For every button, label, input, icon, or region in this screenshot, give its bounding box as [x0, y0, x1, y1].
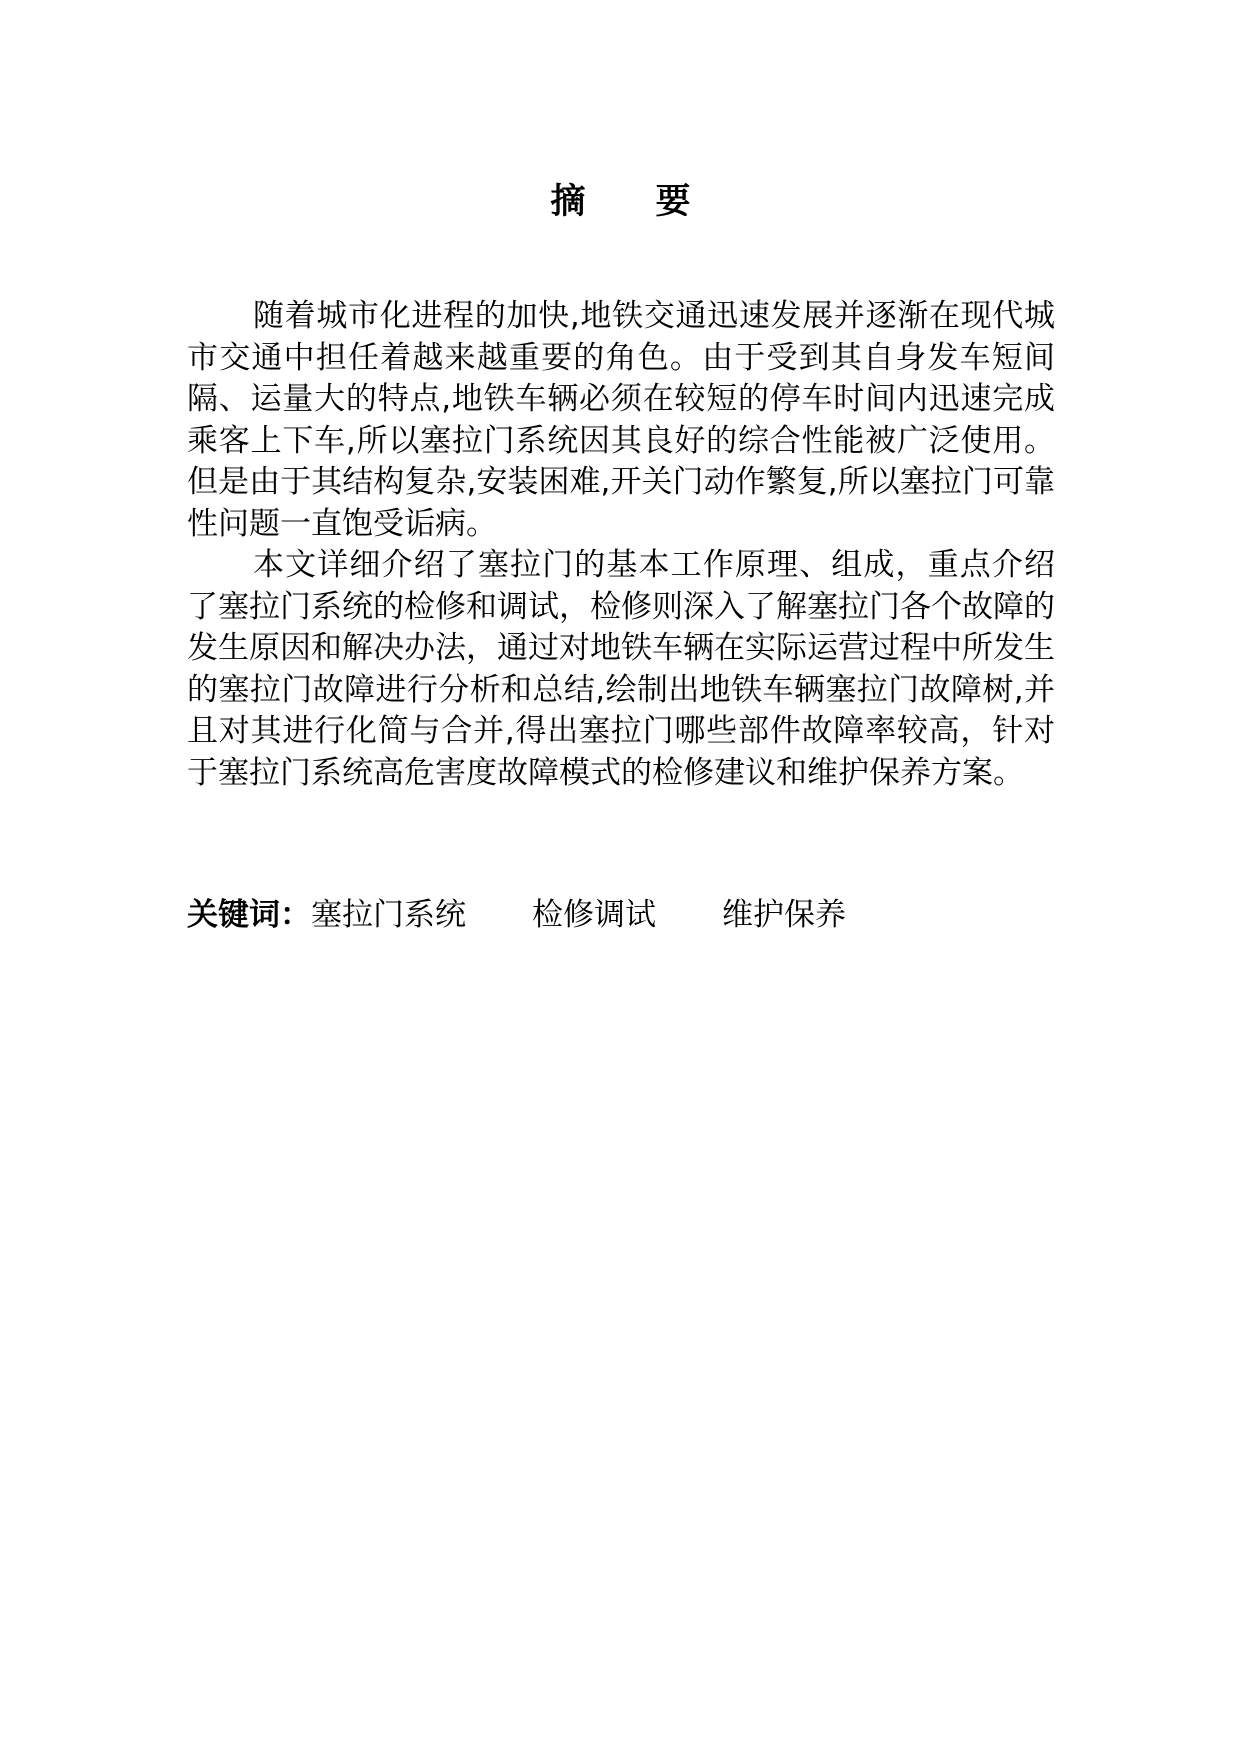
- abstract-body: [187, 296, 1055, 794]
- keyword-2: 检修调试: [532, 897, 656, 933]
- keyword-3: 维护保养: [722, 897, 846, 933]
- abstract-title: [0, 178, 1241, 226]
- abstract-paragraph-1: 随着城市化进程的加快,地铁交通迅速发展并逐渐在现代城市交通中担任着越来越重要的角色。由于受到其自身发车短间隔、运量大的特点,地铁车辆必须在较短的停车时间内迅速完成乘客上下车,所以塞拉门系统因其良好的综合性能被广泛使用。但是由于其结构复杂,安装困难,开关门动作繁复,所以塞拉门可靠性问题一直饱受诟病。: [187, 298, 1055, 542]
- keywords-line: [187, 894, 1055, 936]
- abstract-title-char-2: 要: [655, 182, 691, 222]
- keyword-1: 塞拉门系统: [311, 897, 466, 933]
- abstract-title-char-1: 摘: [550, 182, 586, 222]
- abstract-paragraph-2: 本文详细介绍了塞拉门的基本工作原理、组成，重点介绍了塞拉门系统的检修和调试，检修则深入了解塞拉门各个故障的发生原因和解决办法，通过对地铁车辆在实际运营过程中所发生的塞拉门故障进行分析和总结,绘制出地铁车辆塞拉门故障树,并且对其进行化简与合并,得出塞拉门哪些部件故障率较高，针对于塞拉门系统高危害度故障模式的检修建议和维护保养方案。: [187, 547, 1055, 791]
- keywords-label: 关键词：: [187, 897, 311, 933]
